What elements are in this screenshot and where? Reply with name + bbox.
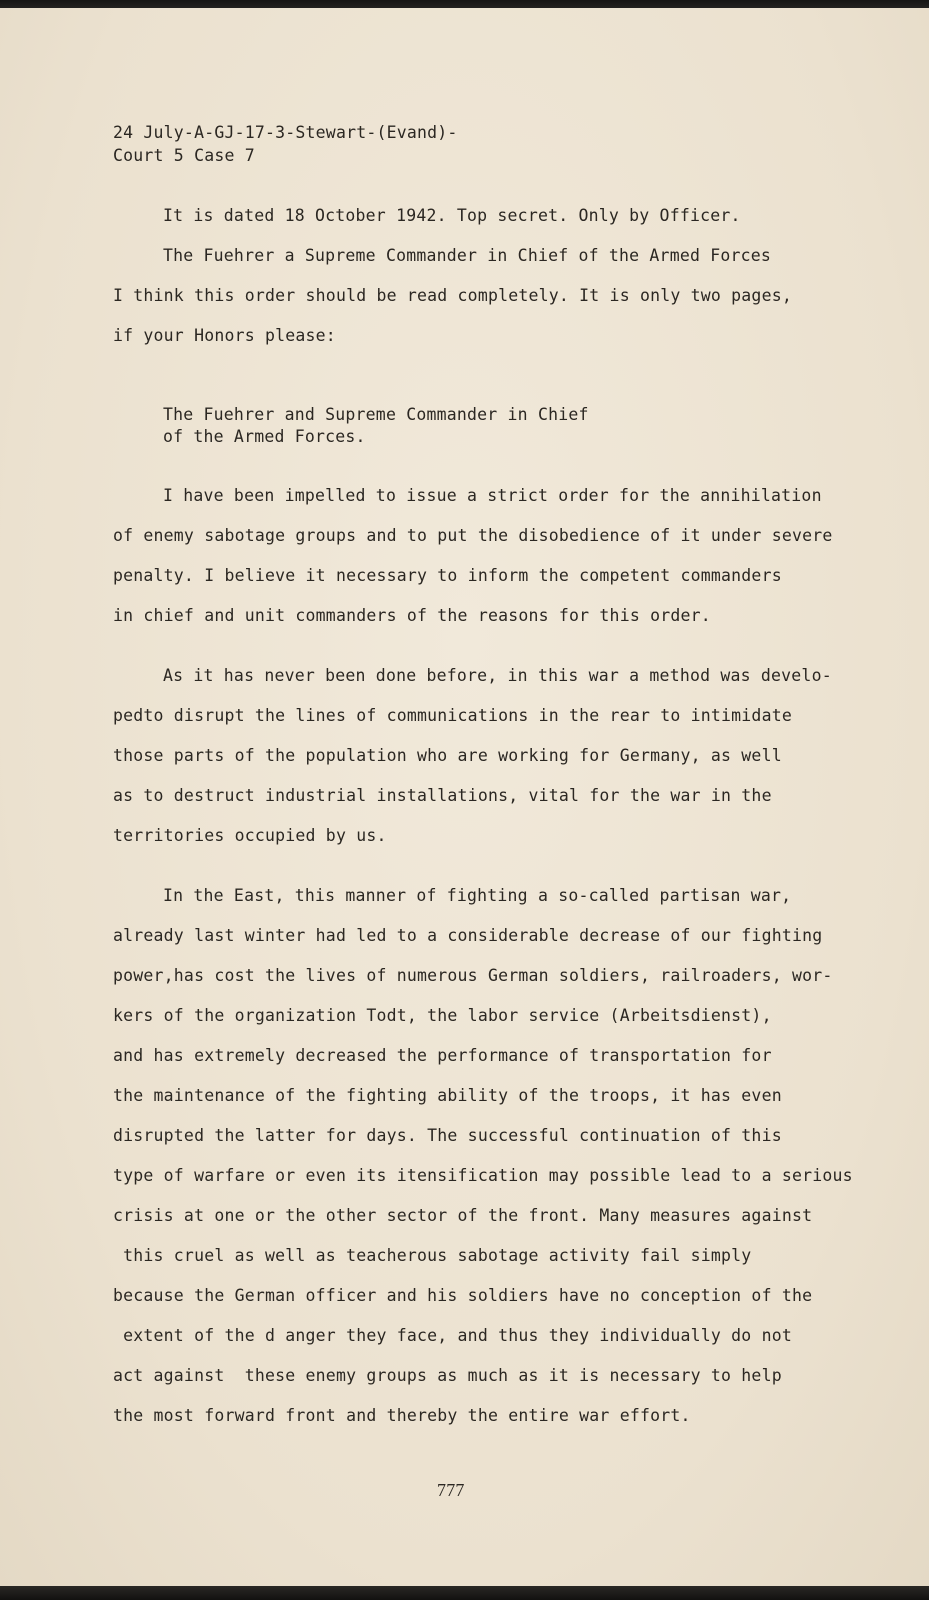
paragraph-line: type of warfare or even its itensification may possible lead to a serious	[113, 1166, 853, 1185]
paragraph-line: penalty. I believe it necessary to inform the competent commanders	[113, 566, 782, 585]
paragraph-line: territories occupied by us.	[113, 826, 387, 845]
paragraph-line: and has extremely decreased the performance of transportation for	[113, 1046, 772, 1065]
paragraph-line: already last winter had led to a considerable decrease of our fighting	[113, 926, 823, 945]
scan-bottom-edge	[0, 1586, 929, 1600]
paragraph-line: the most forward front and thereby the entire war effort.	[113, 1406, 691, 1425]
paragraph-line: because the German officer and his soldiers have no conception of the	[113, 1286, 813, 1305]
page-number: 777	[437, 1480, 465, 1500]
paragraph-line: this cruel as well as teacherous sabotage activity fail simply	[113, 1246, 752, 1265]
paragraph-line: pedto disrupt the lines of communications in the rear to intimidate	[113, 706, 792, 725]
paragraph-line: crisis at one or the other sector of the front. Many measures against	[113, 1206, 813, 1225]
intro-line: The Fuehrer a Supreme Commander in Chief of the Armed Forces	[163, 246, 772, 265]
paragraph-line: extent of the d anger they face, and thus they individually do not	[113, 1326, 792, 1345]
order-heading-line: of the Armed Forces.	[163, 427, 366, 446]
paragraph-line: in chief and unit commanders of the reasons for this order.	[113, 606, 711, 625]
paragraph-line: those parts of the population who are working for Germany, as well	[113, 746, 782, 765]
intro-line: It is dated 18 October 1942. Top secret. Only by Officer.	[163, 206, 741, 225]
document-page	[0, 8, 929, 1588]
header-case-line: 24 July-A-GJ-17-3-Stewart-(Evand)-	[113, 123, 458, 142]
paragraph-line: as to destruct industrial installations, vital for the war in the	[113, 786, 772, 805]
paragraph-line: disrupted the latter for days. The successful continuation of this	[113, 1126, 782, 1145]
intro-line: if your Honors please:	[113, 326, 336, 345]
header-court-line: Court 5 Case 7	[113, 146, 255, 165]
paragraph-line: act against these enemy groups as much as it is necessary to help	[113, 1366, 782, 1385]
order-heading-line: The Fuehrer and Supreme Commander in Chief	[163, 405, 589, 424]
paragraph-line: power,has cost the lives of numerous German soldiers, railroaders, wor-	[113, 966, 833, 985]
paragraph-line: kers of the organization Todt, the labor service (Arbeitsdienst),	[113, 1006, 772, 1025]
paragraph-line: of enemy sabotage groups and to put the disobedience of it under severe	[113, 526, 833, 545]
paragraph-line: In the East, this manner of fighting a so-called partisan war,	[163, 886, 792, 905]
paragraph-line: the maintenance of the fighting ability of the troops, it has even	[113, 1086, 782, 1105]
paragraph-line: As it has never been done before, in this war a method was develo-	[163, 666, 832, 685]
paragraph-line: I have been impelled to issue a strict order for the annihilation	[163, 486, 822, 505]
intro-line: I think this order should be read completely. It is only two pages,	[113, 286, 792, 305]
